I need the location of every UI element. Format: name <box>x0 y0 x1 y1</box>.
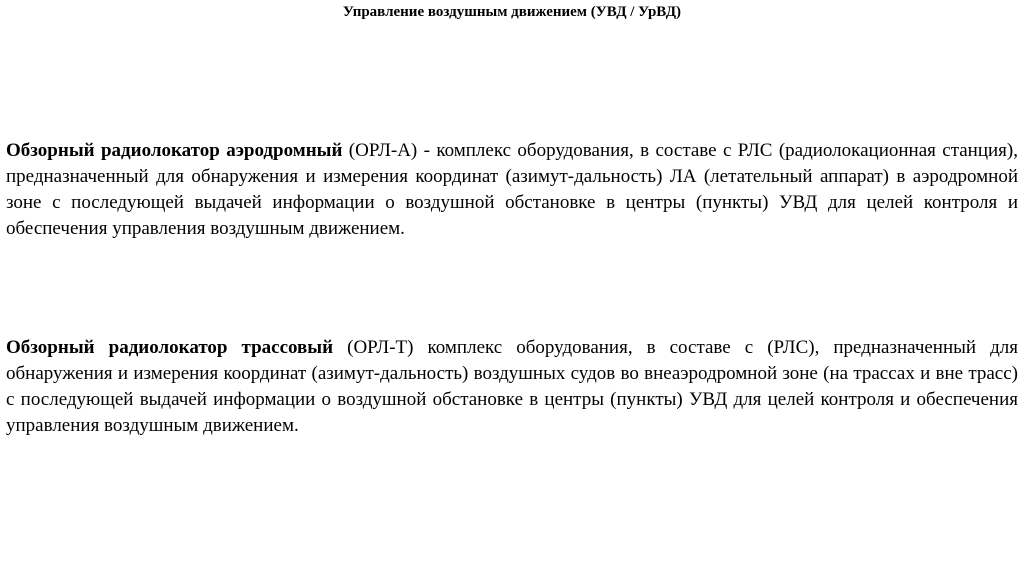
slide-title: Управление воздушным движением (УВД / УрВД) <box>342 4 682 20</box>
definition-paragraph-orl-t <box>6 335 1018 439</box>
definition-term: Обзорный радиолокатор трассовый <box>6 337 334 358</box>
definition-paragraph-orl-a <box>6 138 1018 242</box>
definition-text: (ОРЛ-А) - комплекс оборудования, в составе с РЛС (радиолокационная станция), предназначенный для обнаружения и измерения координат (азимут-дальность) ЛА (летательный аппарат) в аэродромной зоне с последующей выдачей информации о воздушной обстановке в центры (пункты) УВД для целей контроля и обеспечения управления воздушным движением. <box>6 140 1018 239</box>
definition-term: Обзорный радиолокатор аэродромный <box>6 140 343 161</box>
definition-text: (ОРЛ-Т) комплекс оборудования, в составе с (РЛС), предназначенный для обнаружения и измерения координат (азимут-дальность) воздушных судов во внеаэродромной зоне (на трассах и вне трасс) с последующей выдачей информации о воздушной обстановке в центры (пункты) УВД для целей контроля и обеспечения управления воздушным движением. <box>6 337 1018 436</box>
